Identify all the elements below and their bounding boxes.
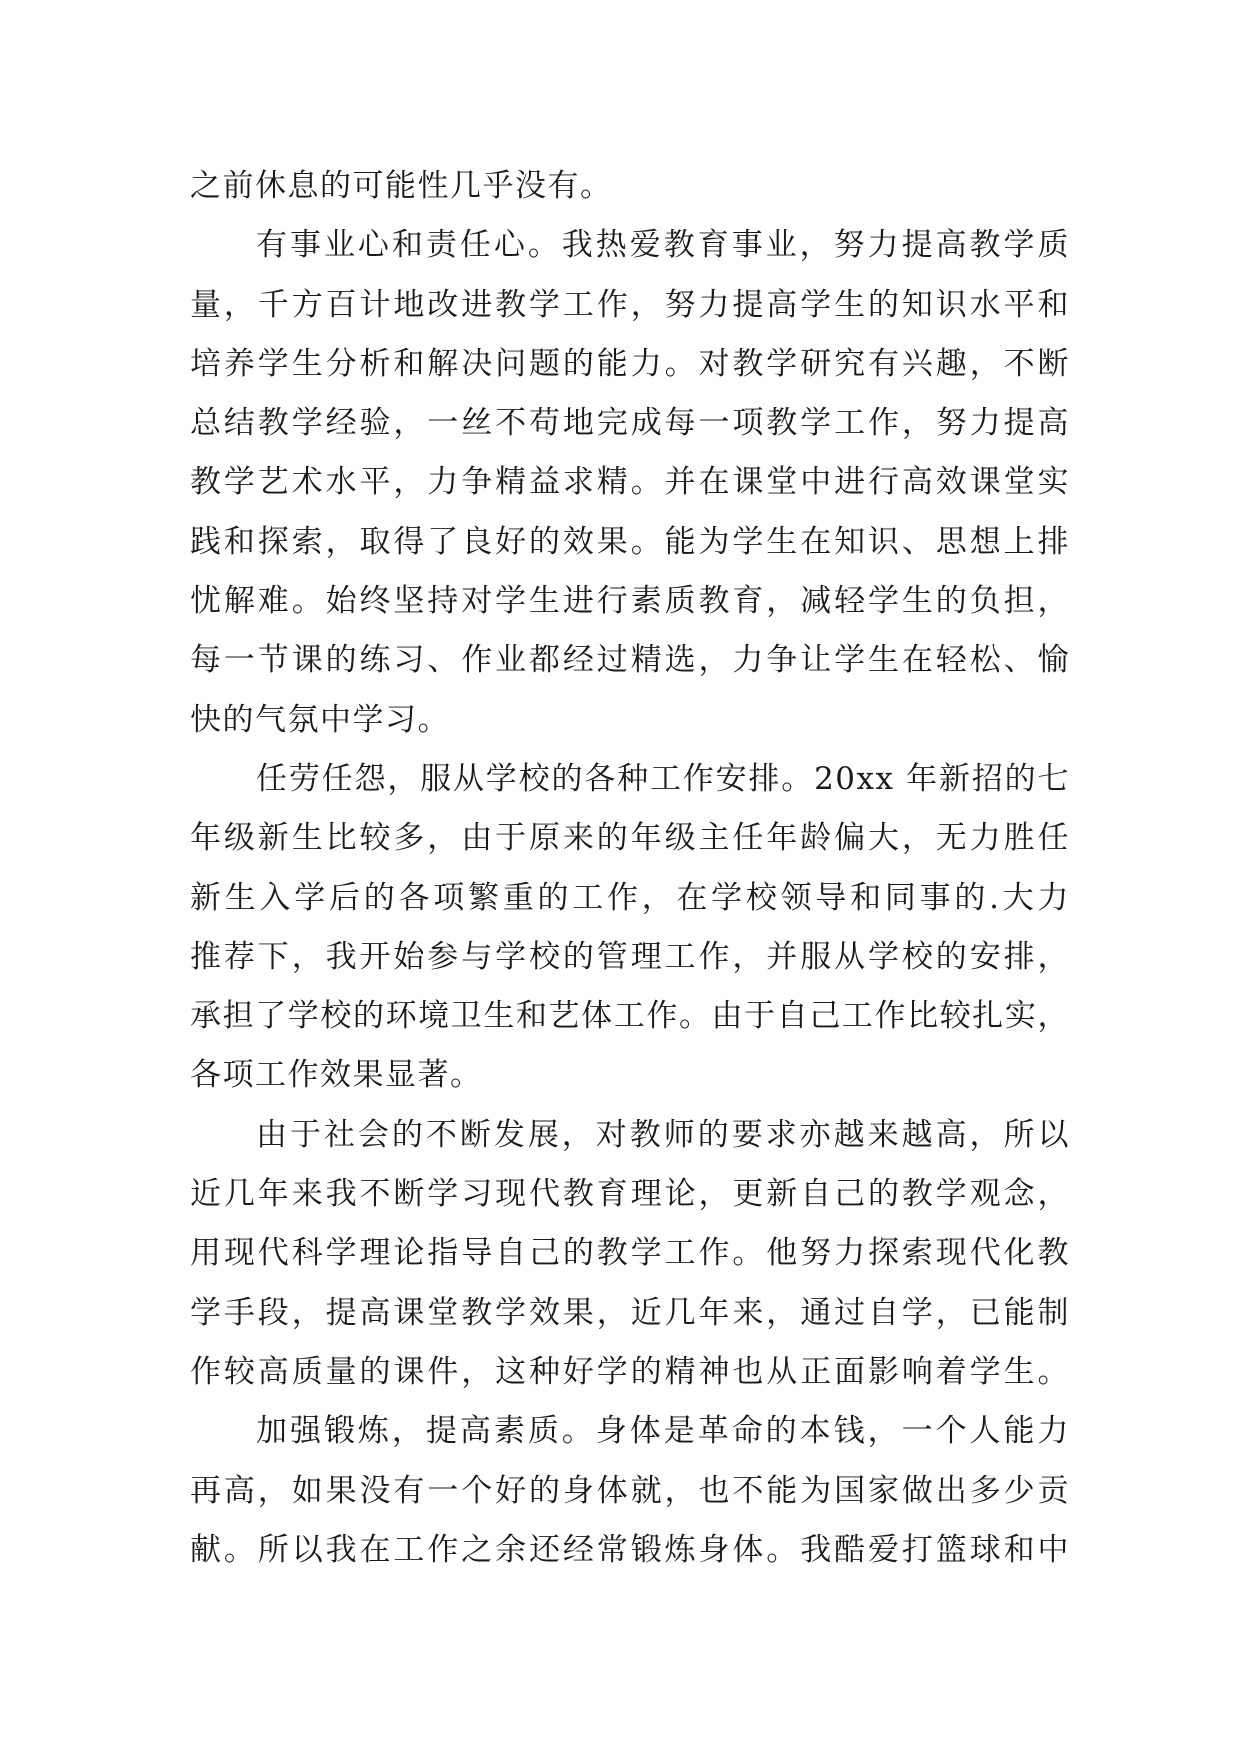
text-line: 新生入学后的各项繁重的工作，在学校领导和同事的.大力 [190, 879, 1070, 916]
text-line: 由于社会的不断发展，对教师的要求亦越来越高，所以 [256, 1116, 1070, 1153]
text-line: 用现代科学理论指导自己的教学工作。他努力探索现代化教 [190, 1235, 1070, 1272]
text-line: 承担了学校的环境卫生和艺体工作。由于自己工作比较扎实， [190, 998, 1070, 1035]
text-line: 任劳任怨，服从学校的各种工作安排。20xx 年新招的七 [256, 760, 1070, 797]
text-line: 加强锻炼，提高素质。身体是革命的本钱，一个人能力 [256, 1413, 1070, 1450]
text-line: 学手段，提高课堂教学效果，近几年来，通过自学，已能制 [190, 1294, 1070, 1331]
text-line: 有事业心和责任心。我热爱教育事业，努力提高教学质 [256, 227, 1070, 264]
text-line: 践和探索，取得了良好的效果。能为学生在知识、思想上排 [190, 523, 1070, 560]
text-line: 献。所以我在工作之余还经常锻炼身体。我酷爱打篮球和中 [190, 1531, 1070, 1568]
text-line: 忧解难。始终坚持对学生进行素质教育，减轻学生的负担， [190, 583, 1070, 620]
text-line: 培养学生分析和解决问题的能力。对教学研究有兴趣，不断 [190, 345, 1070, 382]
text-line: 量，千方百计地改进教学工作，努力提高学生的知识水平和 [190, 286, 1070, 323]
text-line: 作较高质量的课件，这种好学的精神也从正面影响着学生。 [190, 1353, 1070, 1390]
text-line: 总结教学经验，一丝不苟地完成每一项教学工作，努力提高 [190, 405, 1070, 442]
text-line: 推荐下，我开始参与学校的管理工作，并服从学校的安排， [190, 938, 1070, 975]
text-line: 再高，如果没有一个好的身体就，也不能为国家做出多少贡 [190, 1472, 1070, 1509]
body-text [190, 157, 1070, 1580]
text-line: 每一节课的练习、作业都经过精选，力争让学生在轻松、愉 [190, 642, 1070, 679]
text-line: 各项工作效果显著。 [190, 1057, 483, 1094]
text-line: 教学艺术水平，力争精益求精。并在课堂中进行高效课堂实 [190, 464, 1070, 501]
text-line: 年级新生比较多，由于原来的年级主任年龄偏大，无力胜任 [190, 820, 1070, 857]
text-line: 快的气氛中学习。 [190, 701, 450, 738]
text-line: 之前休息的可能性几乎没有。 [190, 168, 613, 204]
text-line: 近几年来我不断学习现代教育理论，更新自己的教学观念， [190, 1176, 1070, 1213]
